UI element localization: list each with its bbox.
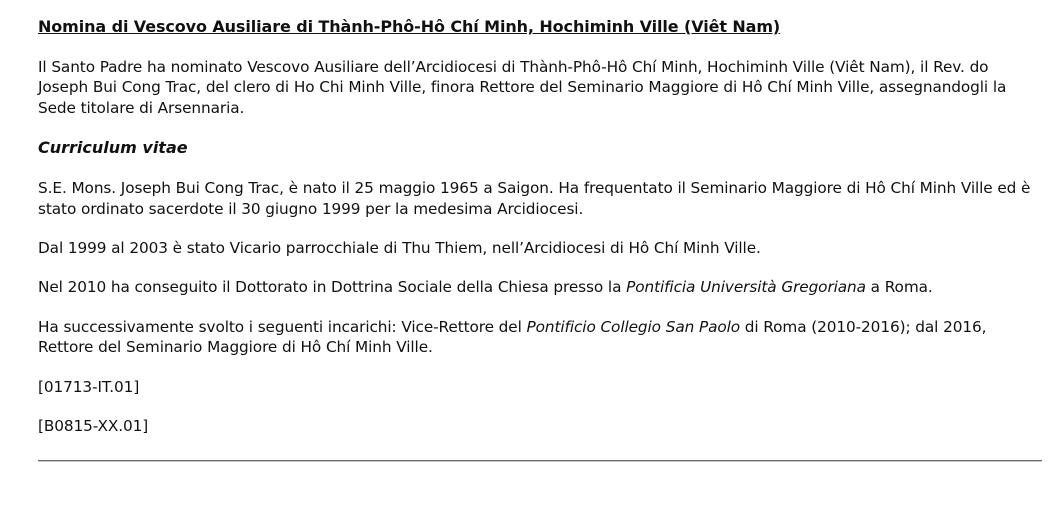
roles-text-before: Ha successivamente svolto i seguenti incarichi: Vice-Rettore del bbox=[38, 317, 527, 336]
horizontal-divider bbox=[38, 460, 1042, 462]
document-title: Nomina di Vescovo Ausiliare di Thành-Phô-Hô Chí Minh, Hochiminh Ville (Viêt Nam) bbox=[38, 17, 781, 36]
curriculum-heading: Curriculum vitae bbox=[38, 138, 188, 158]
doctorate-text-after: a Roma. bbox=[865, 278, 933, 297]
gregorian-university-name: Pontificia Università Gregoriana bbox=[626, 278, 866, 297]
doctorate-text-before: Nel 2010 ha conseguito il Dottorato in Dottrina Sociale della Chiesa presso la bbox=[38, 278, 627, 297]
cv-paragraph-birth: S.E. Mons. Joseph Bui Cong Trac, è nato il 25 maggio 1965 a Saigon. Ha frequentato il Seminario Maggiore di Hô Chí Minh Ville ed è stato ordinato sacerdote il 30 giugno 1999 per la medesima Arcidiocesi. bbox=[38, 179, 1031, 218]
cv-paragraph-vicar: Dal 1999 al 2003 è stato Vicario parrocchiale di Thu Thiem, nell’Arcidiocesi di Hô Chí Minh Ville. bbox=[38, 239, 761, 258]
roles-text-after: di Roma (2010-2016); dal 2016, Rettore del Seminario Maggiore di Hô Chí Minh Ville. bbox=[38, 317, 987, 357]
cv-paragraph-doctorate bbox=[38, 277, 1042, 297]
intro-paragraph: Il Santo Padre ha nominato Vescovo Ausiliare dell’Arcidiocesi di Thành-Phô-Hô Chí Minh, Hochiminh Ville (Viêt Nam), il Rev. do Joseph Bui Cong Trac, del clero di Ho Chi Minh Ville, finora Rettore del Seminario Maggiore di Hô Chí Minh Ville, assegnandogli la Sede titolare di Arsennaria. bbox=[38, 58, 1007, 117]
document-content bbox=[38, 16, 1042, 455]
san-paolo-college-name: Pontificio Collegio San Paolo bbox=[526, 317, 741, 336]
reference-code-2: [B0815-XX.01] bbox=[38, 417, 149, 436]
cv-paragraph-roles bbox=[38, 317, 1042, 358]
reference-code-1: [01713-IT.01] bbox=[38, 377, 140, 396]
